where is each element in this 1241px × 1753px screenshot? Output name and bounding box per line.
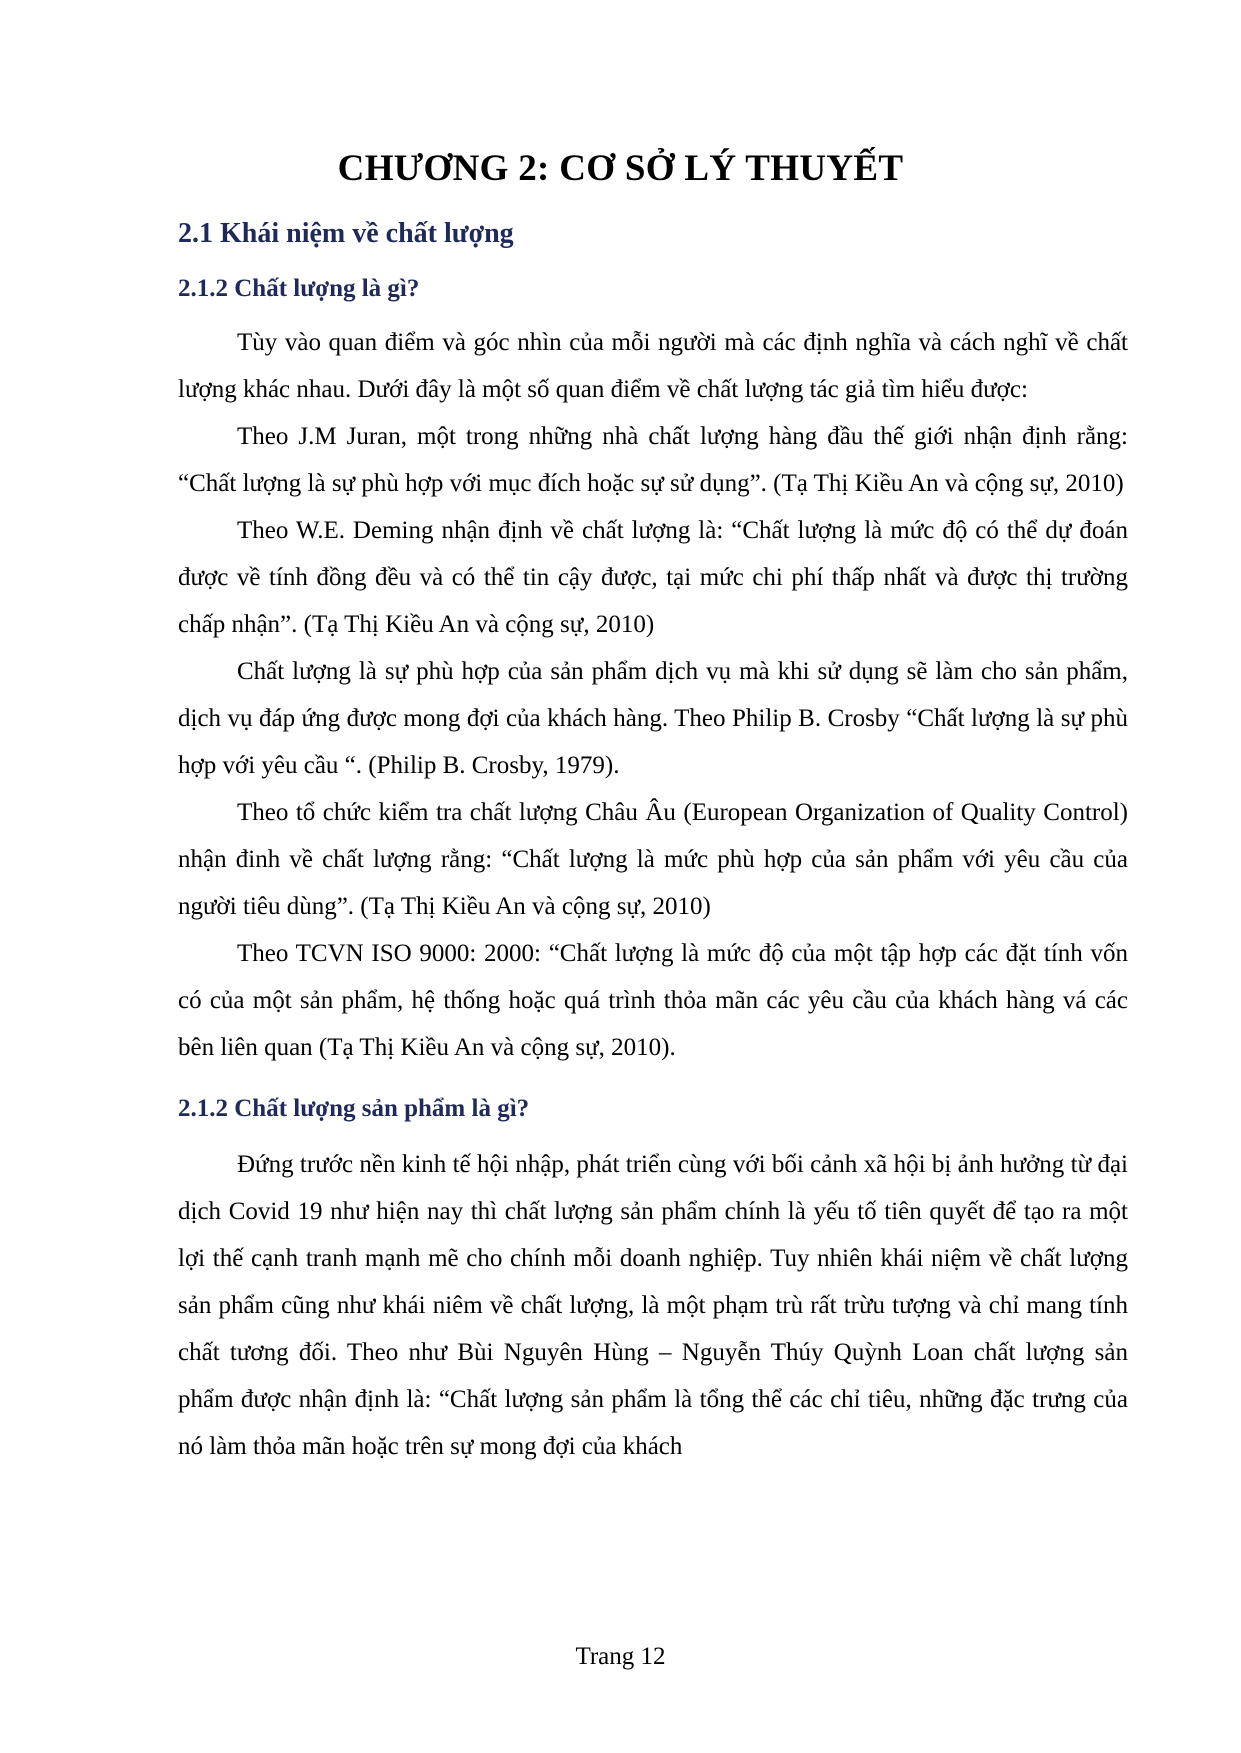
chapter-title: CHƯƠNG 2: CƠ SỞ LÝ THUYẾT [337,148,904,189]
paragraph: Chất lượng là sự phù hợp của sản phẩm dịch vụ mà khi sử dụng sẽ làm cho sản phẩm, dịch vụ đáp ứng được mong đợi của khách hàng. Theo Philip B. Crosby “Chất lượng là sự phù hợp với yêu cầu “. (Philip B. Crosby, 1979). [178,658,1128,779]
paragraph: Theo J.M Juran, một trong những nhà chất lượng hàng đầu thế giới nhận định rằng: “Chất lượng là sự phù hợp với mục đích hoặc sự sử dụng”. (Tạ Thị Kiều An và cộng sự, 2010) [178,423,1128,497]
paragraph: Tùy vào quan điểm và góc nhìn của mỗi người mà các định nghĩa và cách nghĩ về chất lượng khác nhau. Dưới đây là một số quan điểm về chất lượng tác giả tìm hiểu được: [178,329,1128,403]
subsection-body-product-quality [178,1141,1128,1470]
paragraph: Đứng trước nền kinh tế hội nhập, phát triển cùng với bối cảnh xã hội bị ảnh hưởng từ đại dịch Covid 19 như hiện nay thì chất lượng sản phẩm chính là yếu tố tiên quyết để tạo ra một lợi thế cạnh tranh mạnh mẽ cho chính mỗi doanh nghiệp. Tuy nhiên khái niệm về chất lượng sản phẩm cũng như khái niêm về chất lượng, là một phạm trù rất trừu tượng và chỉ mang tính chất tương đối. Theo như Bùi Nguyên Hùng – Nguyễn Thúy Quỳnh Loan chất lượng sản phẩm được nhận định là: “Chất lượng sản phẩm là tổng thể các chỉ tiêu, những đặc trưng của nó làm thỏa mãn hoặc trên sự mong đợi của khách [178,1151,1128,1460]
subsection-body-quality [178,319,1128,1071]
page-number: Trang 12 [575,1643,666,1670]
section-heading: 2.1 Khái niệm về chất lượng [178,218,514,249]
paragraph: Theo W.E. Deming nhận định về chất lượng là: “Chất lượng là mức độ có thể dự đoán được về tính đồng đều và có thể tin cậy được, tại mức chi phí thấp nhất và được thị trường chấp nhận”. (Tạ Thị Kiều An và cộng sự, 2010) [178,517,1128,638]
paragraph: Theo tổ chức kiểm tra chất lượng Châu Âu (European Organization of Quality Control) nhận đinh về chất lượng rằng: “Chất lượng là mức phù hợp của sản phẩm với yêu cầu của người tiêu dùng”. (Tạ Thị Kiều An và cộng sự, 2010) [178,799,1128,920]
subsection-heading-quality: 2.1.2 Chất lượng là gì? [178,275,420,302]
subsection-heading-product-quality: 2.1.2 Chất lượng sản phẩm là gì? [178,1095,530,1122]
paragraph: Theo TCVN ISO 9000: 2000: “Chất lượng là mức độ của một tập hợp các đặt tính vốn có của một sản phẩm, hệ thống hoặc quá trình thỏa mãn các yêu cầu của khách hàng vá các bên liên quan (Tạ Thị Kiều An và cộng sự, 2010). [178,940,1128,1061]
